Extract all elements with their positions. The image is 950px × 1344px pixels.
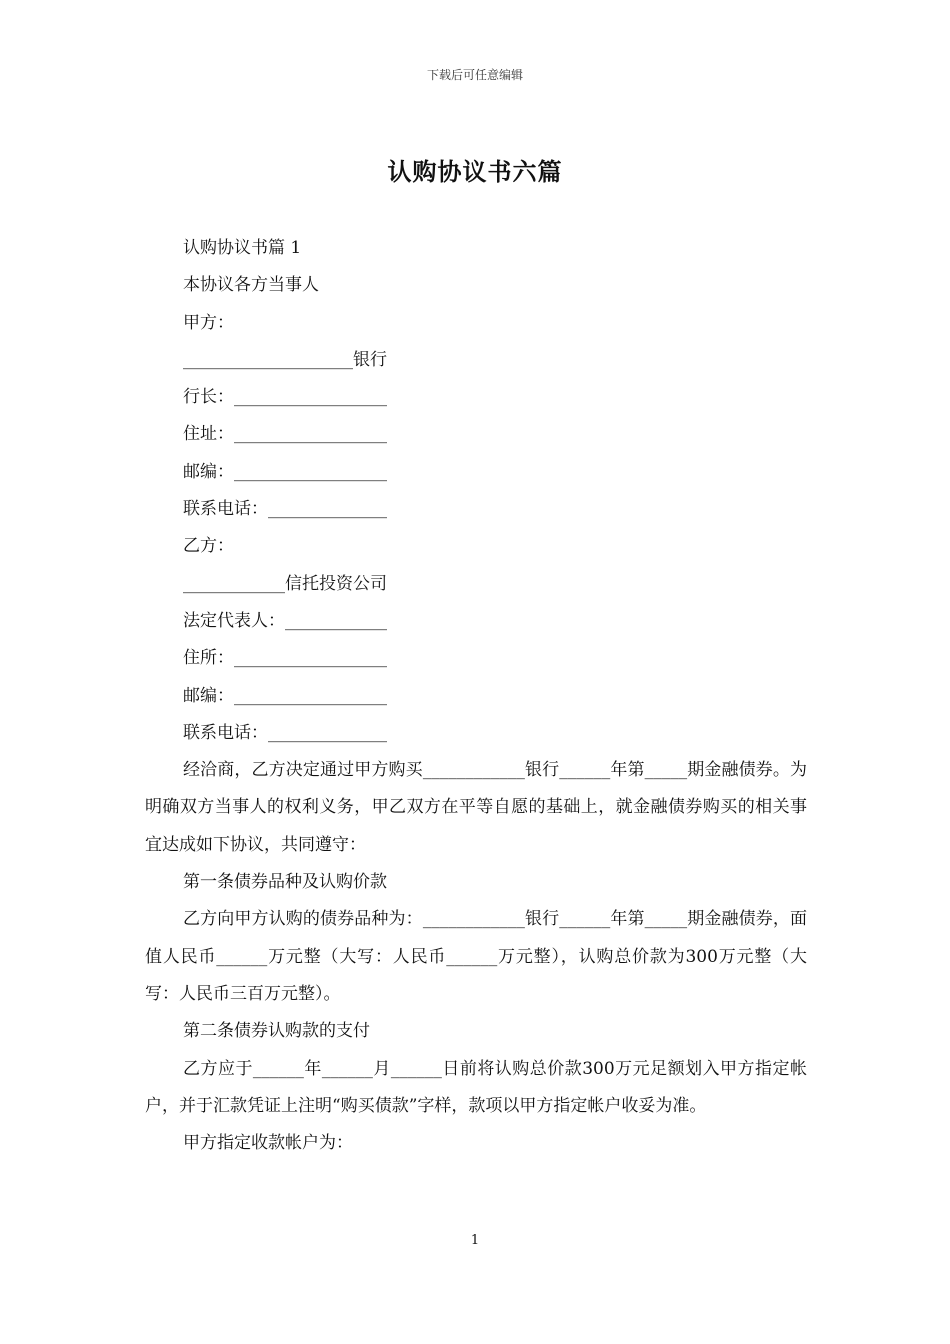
document-body	[145, 230, 807, 1162]
article-1-heading: 第一条债券品种及认购价款	[183, 872, 387, 893]
article-2-paragraph: 乙方应于______年______月______日前将认购总价款300万元足额划入甲方指定帐户，并于汇款凭证上注明“购买债款”字样，款项以甲方指定帐户收妥为准。	[145, 1058, 807, 1116]
party-a-label: 甲方：	[183, 312, 234, 333]
account-heading: 甲方指定收款帐户为：	[183, 1133, 353, 1154]
article-2-heading: 第二条债券认购款的支付	[183, 1021, 370, 1042]
party-b-residence-field: 住所：__________________	[183, 648, 387, 669]
page-number: 1	[470, 1233, 480, 1248]
party-a-phone-field: 联系电话：______________	[183, 499, 387, 520]
party-b-label: 乙方：	[183, 536, 234, 557]
party-b-phone-field: 联系电话：______________	[183, 722, 387, 743]
party-b-postcode-field: 邮编：__________________	[183, 685, 387, 706]
negotiation-paragraph: 经洽商，乙方决定通过甲方购买____________银行______年第_____期金融债券。为明确双方当事人的权利义务，甲乙双方在平等自愿的基础上，就金融债券购买的相关事宜达成如下协议，共同遵守：	[145, 760, 807, 855]
parties-intro: 本协议各方当事人	[183, 275, 319, 296]
party-b-representative-field: 法定代表人：____________	[183, 610, 387, 631]
section-heading: 认购协议书篇 1	[183, 238, 302, 258]
party-a-president-field: 行长：__________________	[183, 387, 387, 408]
party-a-postcode-field: 邮编：__________________	[183, 461, 387, 482]
document-title: 认购协议书六篇	[387, 157, 563, 186]
article-1-paragraph: 乙方向甲方认购的债券品种为：____________银行______年第_____期金融债券，面值人民币______万元整（大写：人民币______万元整），认购总价款为300万元整（大写：人民币三百万元整）。	[145, 909, 807, 1004]
party-a-address-field: 住址：__________________	[183, 424, 387, 445]
party-b-company-field: ____________信托投资公司	[183, 573, 387, 594]
header-note: 下载后可任意编辑	[426, 68, 523, 82]
party-a-bank-field: ____________________银行	[183, 349, 387, 370]
